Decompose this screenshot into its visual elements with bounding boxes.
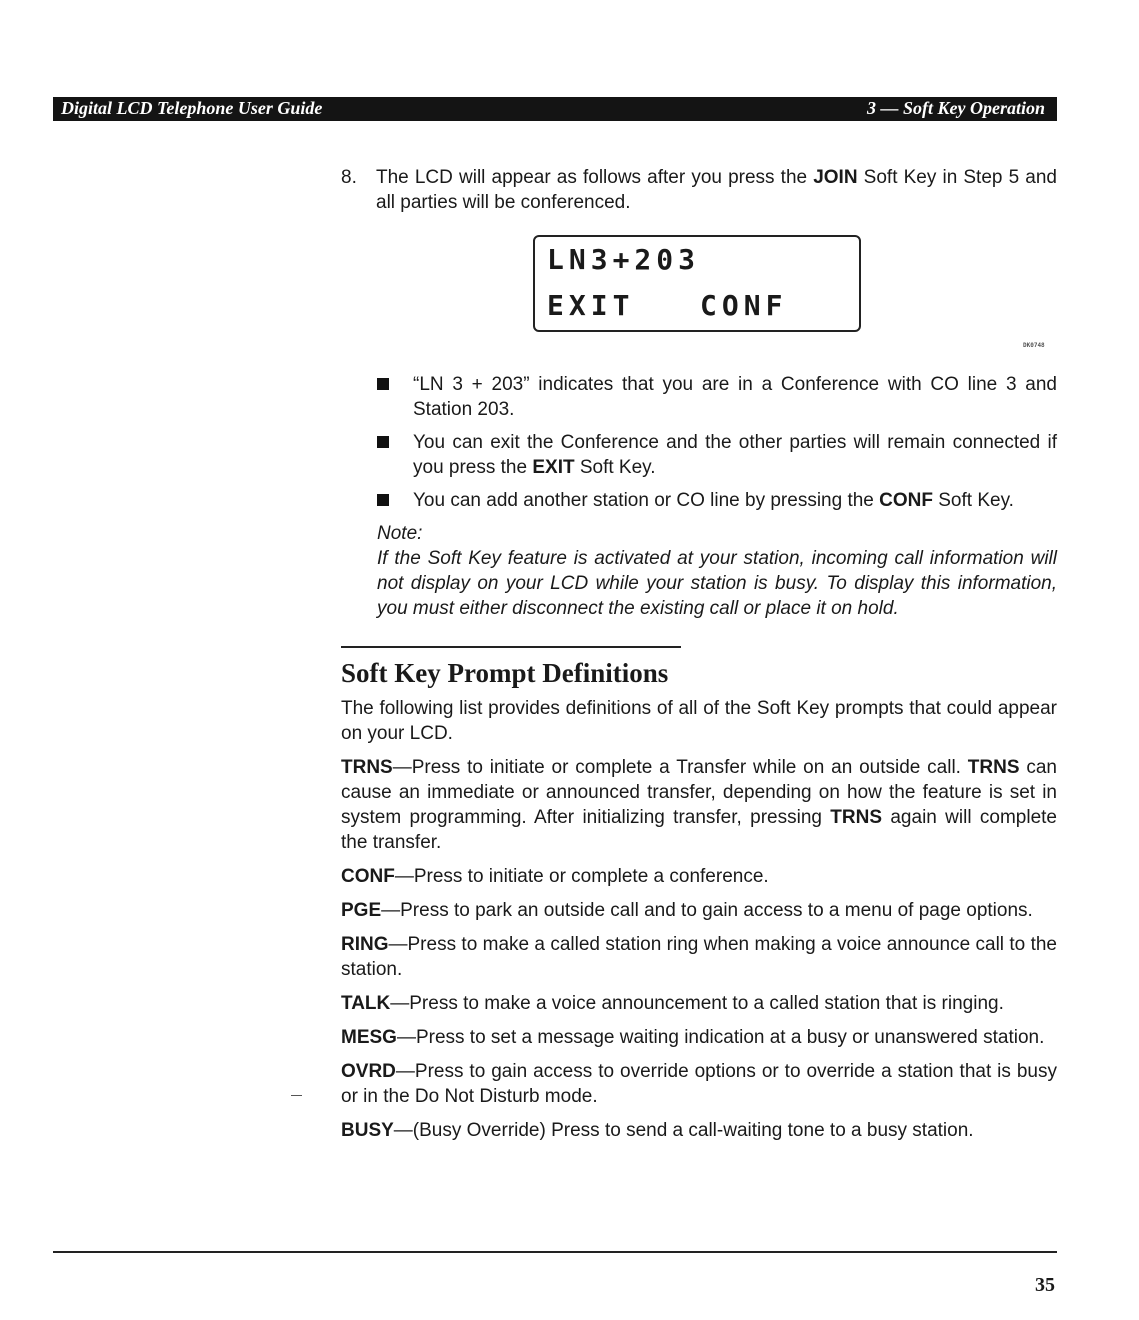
definition-text: —Press to initiate or complete a conference.: [394, 866, 769, 887]
square-bullet-icon: [377, 494, 389, 506]
term-mesg: MESG: [341, 1027, 397, 1048]
definition-pge: [341, 898, 1057, 923]
exit-soft-key-label: EXIT: [532, 457, 575, 478]
square-bullet-icon: [377, 436, 389, 448]
page-content: [341, 165, 1057, 1152]
bullet-text: You can add another station or CO line by pressing the: [413, 490, 880, 511]
definition-conf: [341, 864, 1057, 889]
footer-rule: [53, 1251, 1057, 1253]
definition-busy: [341, 1118, 1057, 1143]
definition-ring: [341, 932, 1057, 982]
definition-talk: [341, 991, 1057, 1016]
lcd-figure: [341, 235, 1057, 372]
term-trns-inline: TRNS: [830, 807, 883, 828]
chapter-title: 3 — Soft Key Operation: [867, 98, 1045, 118]
term-trns-inline: TRNS: [967, 757, 1020, 778]
term-talk: TALK: [341, 993, 391, 1014]
running-header-bar: [53, 97, 1057, 121]
bullet-item: [341, 372, 1057, 422]
definition-text: —Press to park an outside call and to gain access to a menu of page options.: [381, 900, 1033, 921]
term-trns: TRNS: [341, 757, 393, 778]
definition-text: —Press to gain access to override options or to override a station that is busy or in the Do Not Disturb mode.: [341, 1061, 1057, 1107]
step-text-after: Soft Key in Step 5 and all parties will be conferenced.: [376, 167, 1057, 213]
page-number: 35: [1035, 1274, 1055, 1296]
step-number: 8.: [341, 167, 357, 188]
section-rule: [341, 646, 681, 648]
bullet-list: [341, 372, 1057, 513]
join-soft-key-label: JOIN: [813, 167, 858, 188]
note: [341, 521, 1057, 621]
term-conf: CONF: [341, 866, 395, 887]
square-bullet-icon: [377, 378, 389, 390]
section-intro: The following list provides definitions of all of the Soft Key prompts that could appear on your LCD.: [341, 698, 1057, 744]
definition-text: —Press to initiate or complete a Transfer while on an outside call.: [392, 757, 968, 778]
step-8: [341, 165, 1057, 215]
definition-trns: [341, 755, 1057, 855]
guide-title: Digital LCD Telephone User Guide: [61, 98, 323, 118]
definition-text: —(Busy Override) Press to send a call-waiting tone to a busy station.: [393, 1120, 974, 1141]
definition-ovrd: [341, 1059, 1057, 1109]
term-ring: RING: [341, 934, 389, 955]
lcd-display: [533, 235, 1045, 349]
bullet-item: [341, 488, 1057, 513]
figure-code: DK0748: [1023, 342, 1045, 349]
lcd-line-1: LN3+203: [547, 243, 701, 276]
term-ovrd: OVRD: [341, 1061, 396, 1082]
definition-text: —Press to make a voice announcement to a called station that is ringing.: [390, 993, 1004, 1014]
definition-text: can cause an immediate or announced transfer, depending on how the feature is set in system programming. After initializing transfer, pressing: [341, 757, 1057, 828]
bullet-item: [341, 430, 1057, 480]
definition-text: again will complete the transfer.: [341, 807, 1057, 853]
lcd-line-2: EXIT CONF: [547, 289, 788, 322]
step-text-before: The LCD will appear as follows after you press the: [376, 167, 814, 188]
note-text: If the Soft Key feature is activated at your station, incoming call information will not display on your LCD while your station is busy. To display this information, you must either disconnect the existing call or place it on hold.: [377, 548, 1057, 619]
term-pge: PGE: [341, 900, 382, 921]
conf-soft-key-label: CONF: [879, 490, 933, 511]
section-heading: Soft Key Prompt Definitions: [341, 658, 669, 688]
bullet-text-end: Soft Key.: [574, 457, 656, 478]
bullet-text: You can exit the Conference and the other parties will remain connected if you press the: [413, 432, 1057, 478]
definition-mesg: [341, 1025, 1057, 1050]
definition-text: —Press to make a called station ring when making a voice announce call to the station.: [341, 934, 1057, 980]
term-busy: BUSY: [341, 1120, 394, 1141]
margin-mark: [291, 1095, 302, 1096]
bullet-text-end: Soft Key.: [932, 490, 1014, 511]
note-label: Note:: [377, 523, 423, 544]
bullet-text: “LN 3 + 203” indicates that you are in a Conference with CO line 3 and Station 203.: [413, 374, 1057, 420]
definition-text: —Press to set a message waiting indication at a busy or unanswered station.: [396, 1027, 1045, 1048]
